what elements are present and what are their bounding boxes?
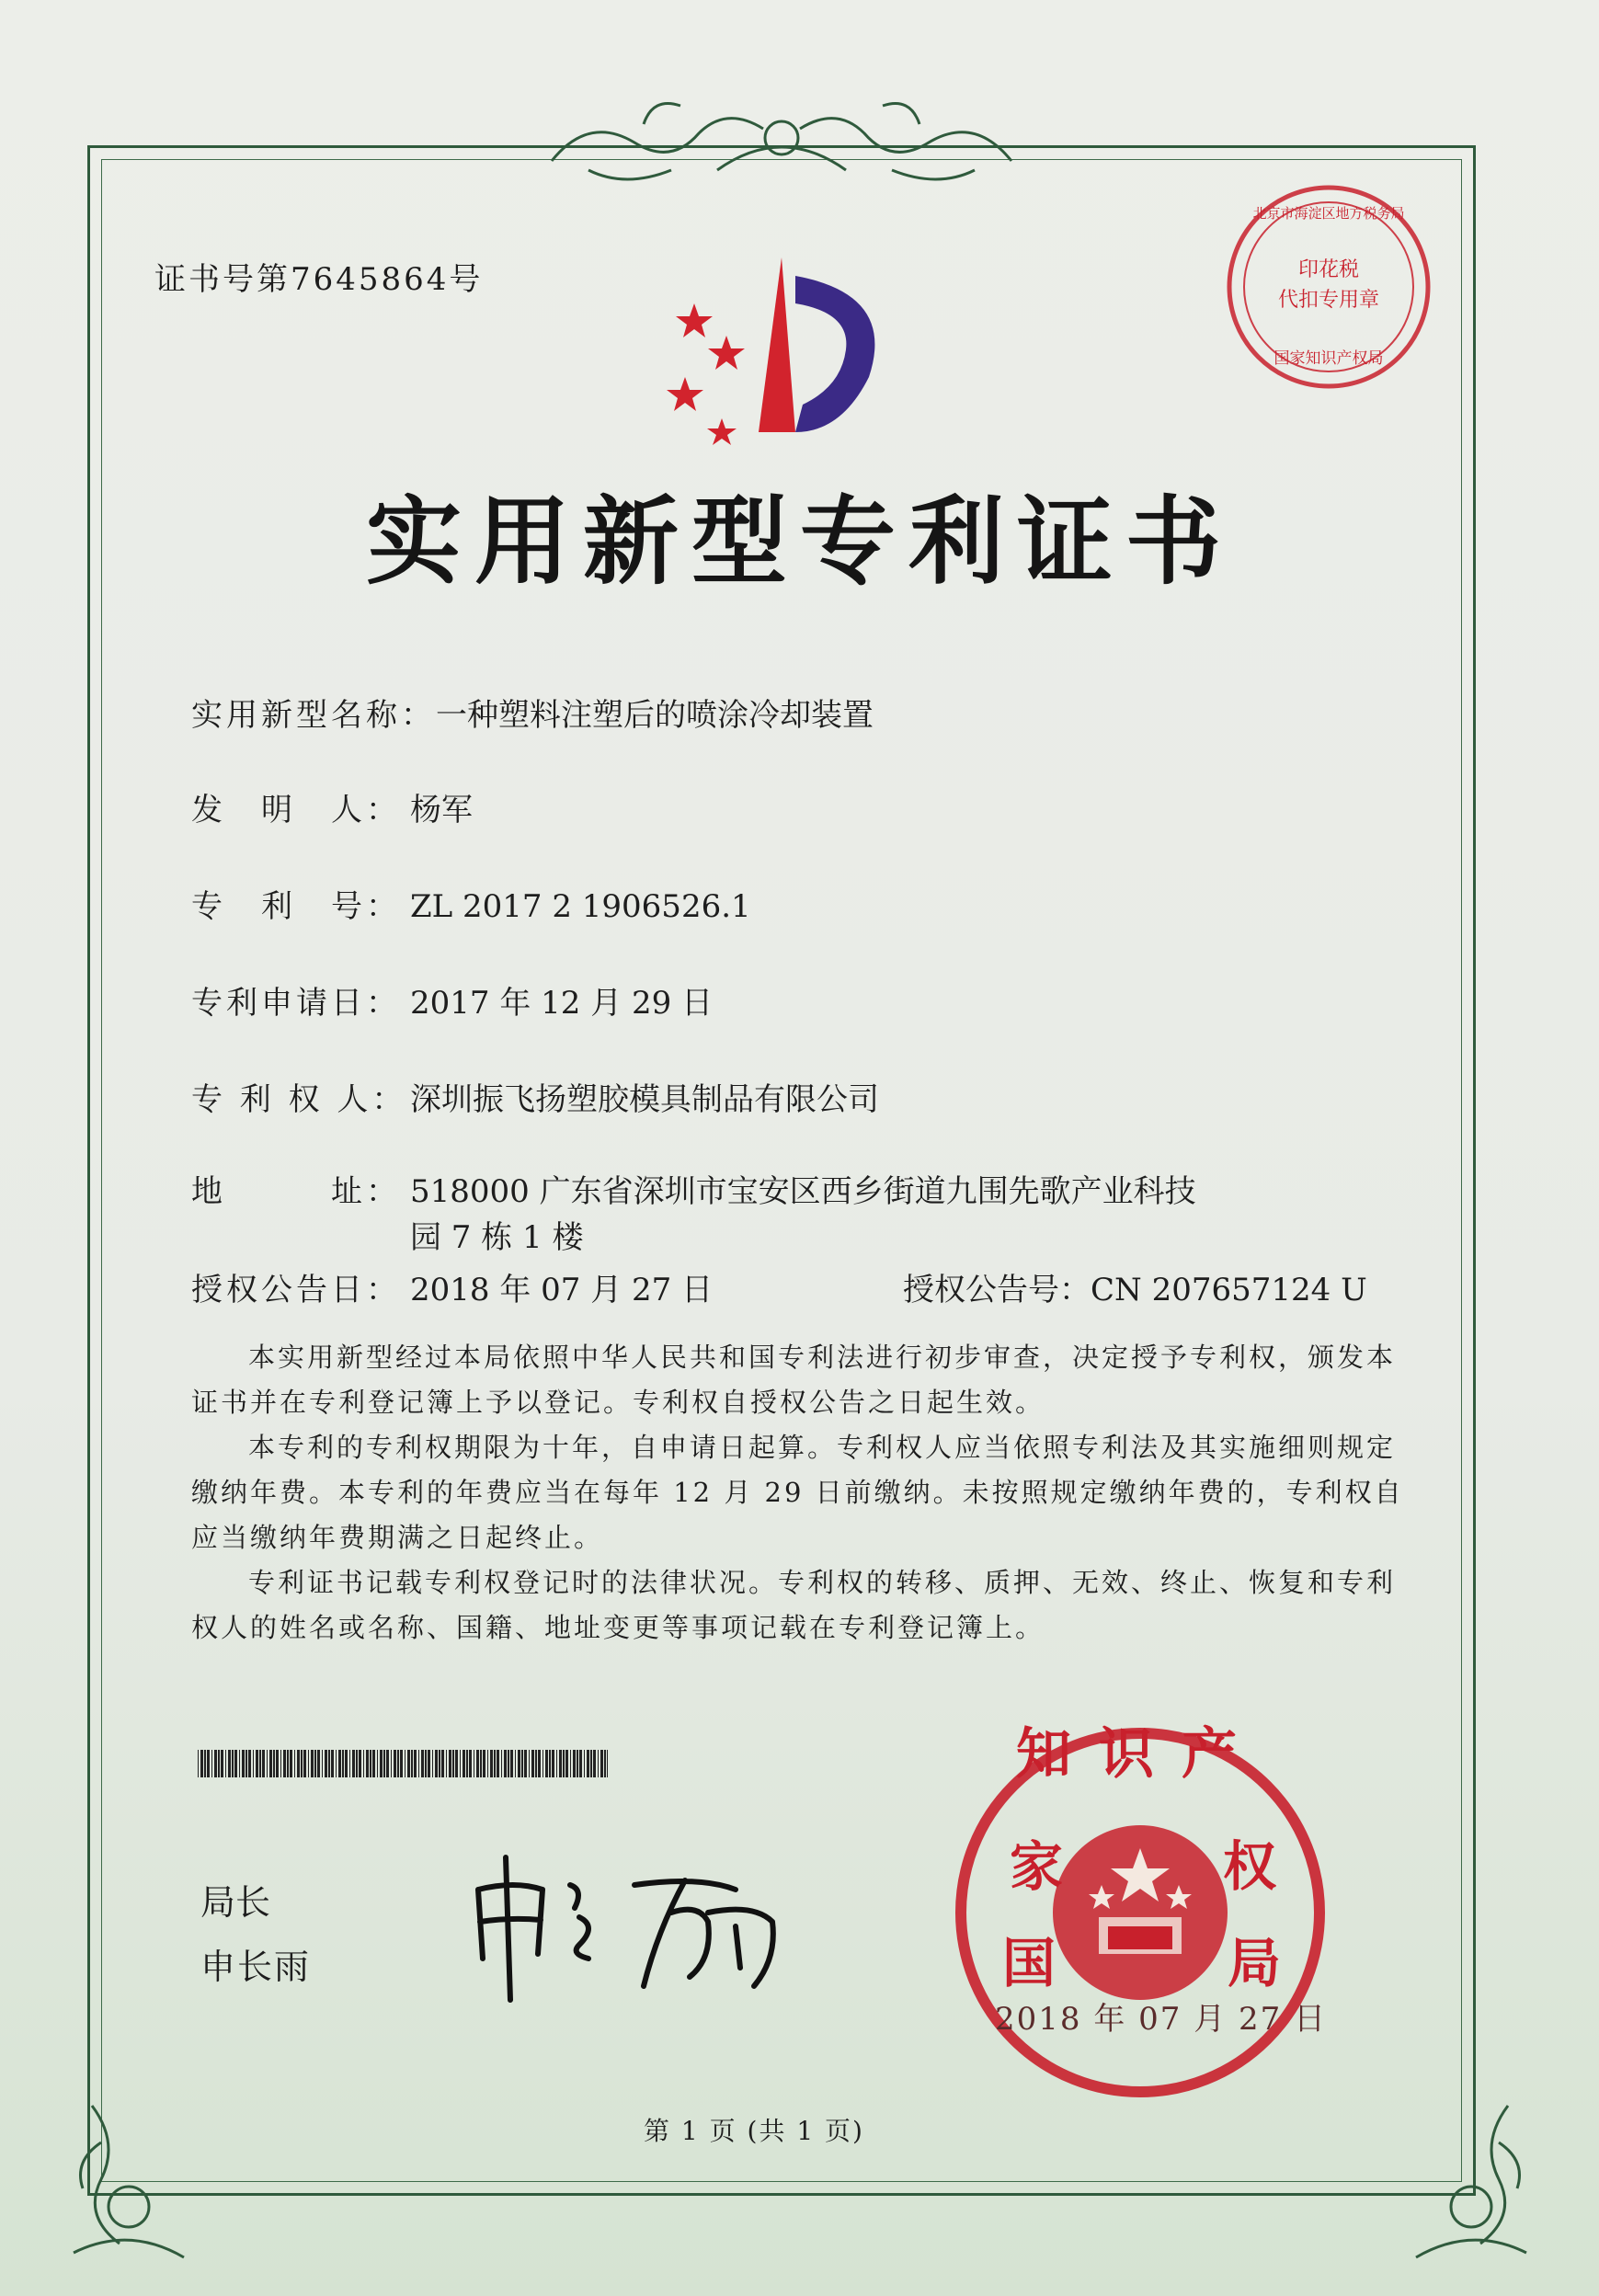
svg-text:权: 权 <box>1223 1835 1277 1898</box>
handwritten-signature <box>460 1839 828 2005</box>
barcode-bar <box>529 1750 530 1777</box>
barcode-bar <box>483 1750 485 1777</box>
barcode-bar <box>418 1750 419 1777</box>
field-value: 一种塑料注塑后的喷涂冷却装置 <box>436 697 874 734</box>
barcode-bar <box>301 1750 303 1777</box>
svg-text:知识产: 知识产 <box>1016 1722 1264 1787</box>
barcode-bar <box>273 1750 275 1777</box>
barcode-bar <box>359 1750 361 1777</box>
bottom-right-ornament <box>1361 2087 1545 2271</box>
field-label: 实用新型名称： <box>191 697 436 734</box>
barcode-bar <box>414 1750 417 1777</box>
director-name: 申长雨 <box>200 1947 312 1987</box>
barcode-bar <box>407 1750 410 1777</box>
barcode-bar <box>524 1750 527 1777</box>
barcode-bar <box>579 1750 582 1777</box>
barcode-bar <box>590 1750 592 1777</box>
field-value: 深圳振飞扬塑胶模具制品有限公司 <box>410 1081 879 1118</box>
barcode-bar <box>490 1750 493 1777</box>
barcode-bar <box>463 1750 465 1777</box>
svg-text:国: 国 <box>1002 1932 1056 1994</box>
barcode-bar <box>432 1750 433 1777</box>
barcode-bar <box>366 1750 369 1777</box>
body-paragraph: 本实用新型经过本局依照中华人民共和国专利法进行初步审查，决定授予专利权，颁发本证书并在专利登记簿上予以登记。专利权自授权公告之日起生效。 <box>191 1342 1397 1418</box>
barcode-bar <box>349 1750 350 1777</box>
barcode-bar <box>466 1750 468 1777</box>
field-value: ZL 2017 2 1906526.1 <box>410 888 751 925</box>
barcode-bar <box>565 1750 568 1777</box>
field-label: 授权公告号： <box>903 1272 1091 1308</box>
barcode-bar <box>287 1750 289 1777</box>
barcode-bar <box>494 1750 496 1777</box>
field-value: 518000 广东省深圳市宝安区西乡街道九围先歌产业科技 <box>410 1173 1196 1210</box>
barcode-bar <box>325 1750 327 1777</box>
barcode-bar <box>211 1750 212 1777</box>
barcode-bar <box>573 1750 576 1777</box>
barcode-bar <box>342 1750 344 1777</box>
barcode-bar <box>331 1750 334 1777</box>
barcode-bar <box>480 1750 482 1777</box>
barcode-bar <box>391 1750 392 1777</box>
barcode-bar <box>449 1750 451 1777</box>
svg-text:北京市海淀区地方税务局: 北京市海淀区地方税务局 <box>1252 205 1405 222</box>
barcode-bar <box>259 1750 261 1777</box>
barcode-bar <box>535 1750 537 1777</box>
barcode-bar <box>370 1750 371 1777</box>
barcode-bar <box>336 1750 337 1777</box>
barcode-bar <box>587 1750 589 1777</box>
barcode-bar <box>262 1750 265 1777</box>
svg-text:代扣专用章: 代扣专用章 <box>1277 289 1380 312</box>
field-value: CN 207657124 U <box>1091 1272 1367 1308</box>
barcode-bar <box>267 1750 268 1777</box>
barcode-bar <box>363 1750 364 1777</box>
svg-text:印花税: 印花税 <box>1297 258 1360 281</box>
barcode-bar <box>228 1750 231 1777</box>
field-filing-date <box>191 977 713 1022</box>
sipo-logo <box>657 248 906 460</box>
field-label: 专 利 权 人： <box>191 1081 407 1118</box>
barcode-bar <box>283 1750 286 1777</box>
barcode-bar <box>246 1750 247 1777</box>
svg-text:国家知识产权局: 国家知识产权局 <box>1273 349 1384 368</box>
field-address-line2: 园 7 栋 1 楼 <box>410 1219 584 1256</box>
barcode-bar <box>380 1750 383 1777</box>
barcode-bar <box>400 1750 403 1777</box>
barcode-bar <box>439 1750 440 1777</box>
barcode-bar <box>322 1750 323 1777</box>
body-paragraph: 本专利的专利权期限为十年，自申请日起算。专利权人应当依照专利法及其实施细则规定缴纳年费。本专利的年费应当在每年 12 月 29 日前缴纳。未按照规定缴纳年费的，专利权自应当缴纳年费期满之日起终止。 <box>191 1432 1404 1553</box>
barcode-bar <box>218 1750 220 1777</box>
tax-stamp <box>1221 179 1437 395</box>
barcode-bar <box>563 1750 565 1777</box>
director-title: 局长 <box>200 1882 271 1923</box>
field-patent-number <box>191 881 751 926</box>
barcode-bar <box>497 1750 499 1777</box>
barcode-bar <box>531 1750 534 1777</box>
barcode-bar <box>314 1750 316 1777</box>
barcode-bar <box>221 1750 223 1777</box>
barcode-bar <box>280 1750 281 1777</box>
barcode-bar <box>248 1750 251 1777</box>
barcode-bar <box>446 1750 447 1777</box>
body-paragraph: 专利证书记载专利权登记时的法律状况。专利权的转移、质押、无效、终止、恢复和专利权人的姓名或名称、国籍、地址变更等事项记载在专利登记簿上。 <box>191 1567 1397 1643</box>
field-utility-model-name <box>191 690 874 735</box>
field-value: 2018 年 07 月 27 日 <box>410 1272 714 1308</box>
barcode-bar <box>460 1750 461 1777</box>
field-label: 专 利 号： <box>191 888 401 925</box>
bottom-left-ornament <box>55 2087 239 2271</box>
barcode-bar <box>276 1750 279 1777</box>
barcode-bar <box>549 1750 551 1777</box>
barcode-bar <box>455 1750 458 1777</box>
barcode-bar <box>411 1750 413 1777</box>
barcode-bar <box>515 1750 516 1777</box>
barcode-bar <box>290 1750 292 1777</box>
barcode-bar <box>556 1750 557 1777</box>
barcode-bar <box>469 1750 472 1777</box>
barcode-bar <box>545 1750 548 1777</box>
barcode-bar <box>256 1750 258 1777</box>
top-ornament <box>533 87 1030 198</box>
barcode-bar <box>452 1750 454 1777</box>
certificate-number: 证书号第7645864号 <box>154 261 484 298</box>
barcode-bar <box>593 1750 596 1777</box>
barcode-bar <box>269 1750 272 1777</box>
svg-text:局: 局 <box>1228 1932 1282 1994</box>
barcode-bar <box>518 1750 520 1777</box>
field-patentee <box>191 1074 879 1119</box>
barcode-bar <box>242 1750 245 1777</box>
barcode-bar <box>328 1750 330 1777</box>
barcode-bar <box>386 1750 389 1777</box>
barcode-bar <box>234 1750 237 1777</box>
sipo-official-seal <box>947 1719 1333 2106</box>
barcode-bar <box>552 1750 554 1777</box>
barcode-bar <box>600 1750 603 1777</box>
barcode-bar <box>487 1750 488 1777</box>
barcode-bar <box>303 1750 306 1777</box>
barcode-bar <box>308 1750 309 1777</box>
barcode-bar <box>598 1750 599 1777</box>
barcode-bar <box>510 1750 513 1777</box>
barcode-bar <box>294 1750 295 1777</box>
barcode-bar <box>559 1750 562 1777</box>
barcode-bar <box>352 1750 355 1777</box>
certificate-body <box>191 1335 1405 1651</box>
barcode-bar <box>397 1750 399 1777</box>
barcode-bar <box>232 1750 234 1777</box>
field-address <box>191 1166 1196 1211</box>
barcode-bar <box>253 1750 254 1777</box>
barcode-bar <box>584 1750 585 1777</box>
certificate-title: 实用新型专利证书 <box>365 485 1234 598</box>
field-label: 授权公告日： <box>191 1272 401 1308</box>
barcode-bar <box>425 1750 427 1777</box>
barcode-bar <box>521 1750 523 1777</box>
barcode-bar <box>207 1750 210 1777</box>
barcode-bar <box>356 1750 358 1777</box>
barcode-bar <box>538 1750 541 1777</box>
field-grant-number <box>903 1264 1367 1309</box>
field-label: 地 址： <box>191 1173 401 1210</box>
seal-date: 2018 年 07 月 27 日 <box>995 2001 1328 2038</box>
svg-text:家: 家 <box>1010 1835 1064 1898</box>
barcode-bar <box>311 1750 314 1777</box>
barcode-bar <box>317 1750 320 1777</box>
barcode-bar <box>577 1750 578 1777</box>
barcode-bar <box>508 1750 509 1777</box>
barcode-bar <box>428 1750 430 1777</box>
barcode-bar <box>345 1750 348 1777</box>
field-value: 2017 年 12 月 29 日 <box>410 985 714 1022</box>
barcode-bar <box>435 1750 438 1777</box>
barcode <box>198 1750 608 1777</box>
barcode-bar <box>421 1750 424 1777</box>
barcode-bar <box>383 1750 385 1777</box>
barcode-bar <box>338 1750 341 1777</box>
barcode-bar <box>394 1750 396 1777</box>
barcode-bar <box>441 1750 444 1777</box>
field-value: 杨军 <box>410 792 473 828</box>
barcode-bar <box>604 1750 606 1777</box>
barcode-bar <box>570 1750 571 1777</box>
field-grant-date <box>191 1264 713 1309</box>
barcode-bar <box>372 1750 375 1777</box>
barcode-bar <box>200 1750 203 1777</box>
field-label: 发 明 人： <box>191 792 401 828</box>
barcode-bar <box>214 1750 217 1777</box>
barcode-bar <box>198 1750 199 1777</box>
barcode-bar <box>225 1750 226 1777</box>
field-label: 专利申请日： <box>191 985 401 1022</box>
barcode-bar <box>607 1750 608 1777</box>
barcode-bar <box>501 1750 502 1777</box>
barcode-bar <box>204 1750 206 1777</box>
barcode-bar <box>476 1750 479 1777</box>
barcode-bar <box>239 1750 240 1777</box>
barcode-bar <box>297 1750 300 1777</box>
barcode-bar <box>377 1750 378 1777</box>
page-number: 第 1 页 (共 1 页) <box>644 2116 864 2146</box>
field-inventor <box>191 784 473 829</box>
barcode-bar <box>504 1750 507 1777</box>
